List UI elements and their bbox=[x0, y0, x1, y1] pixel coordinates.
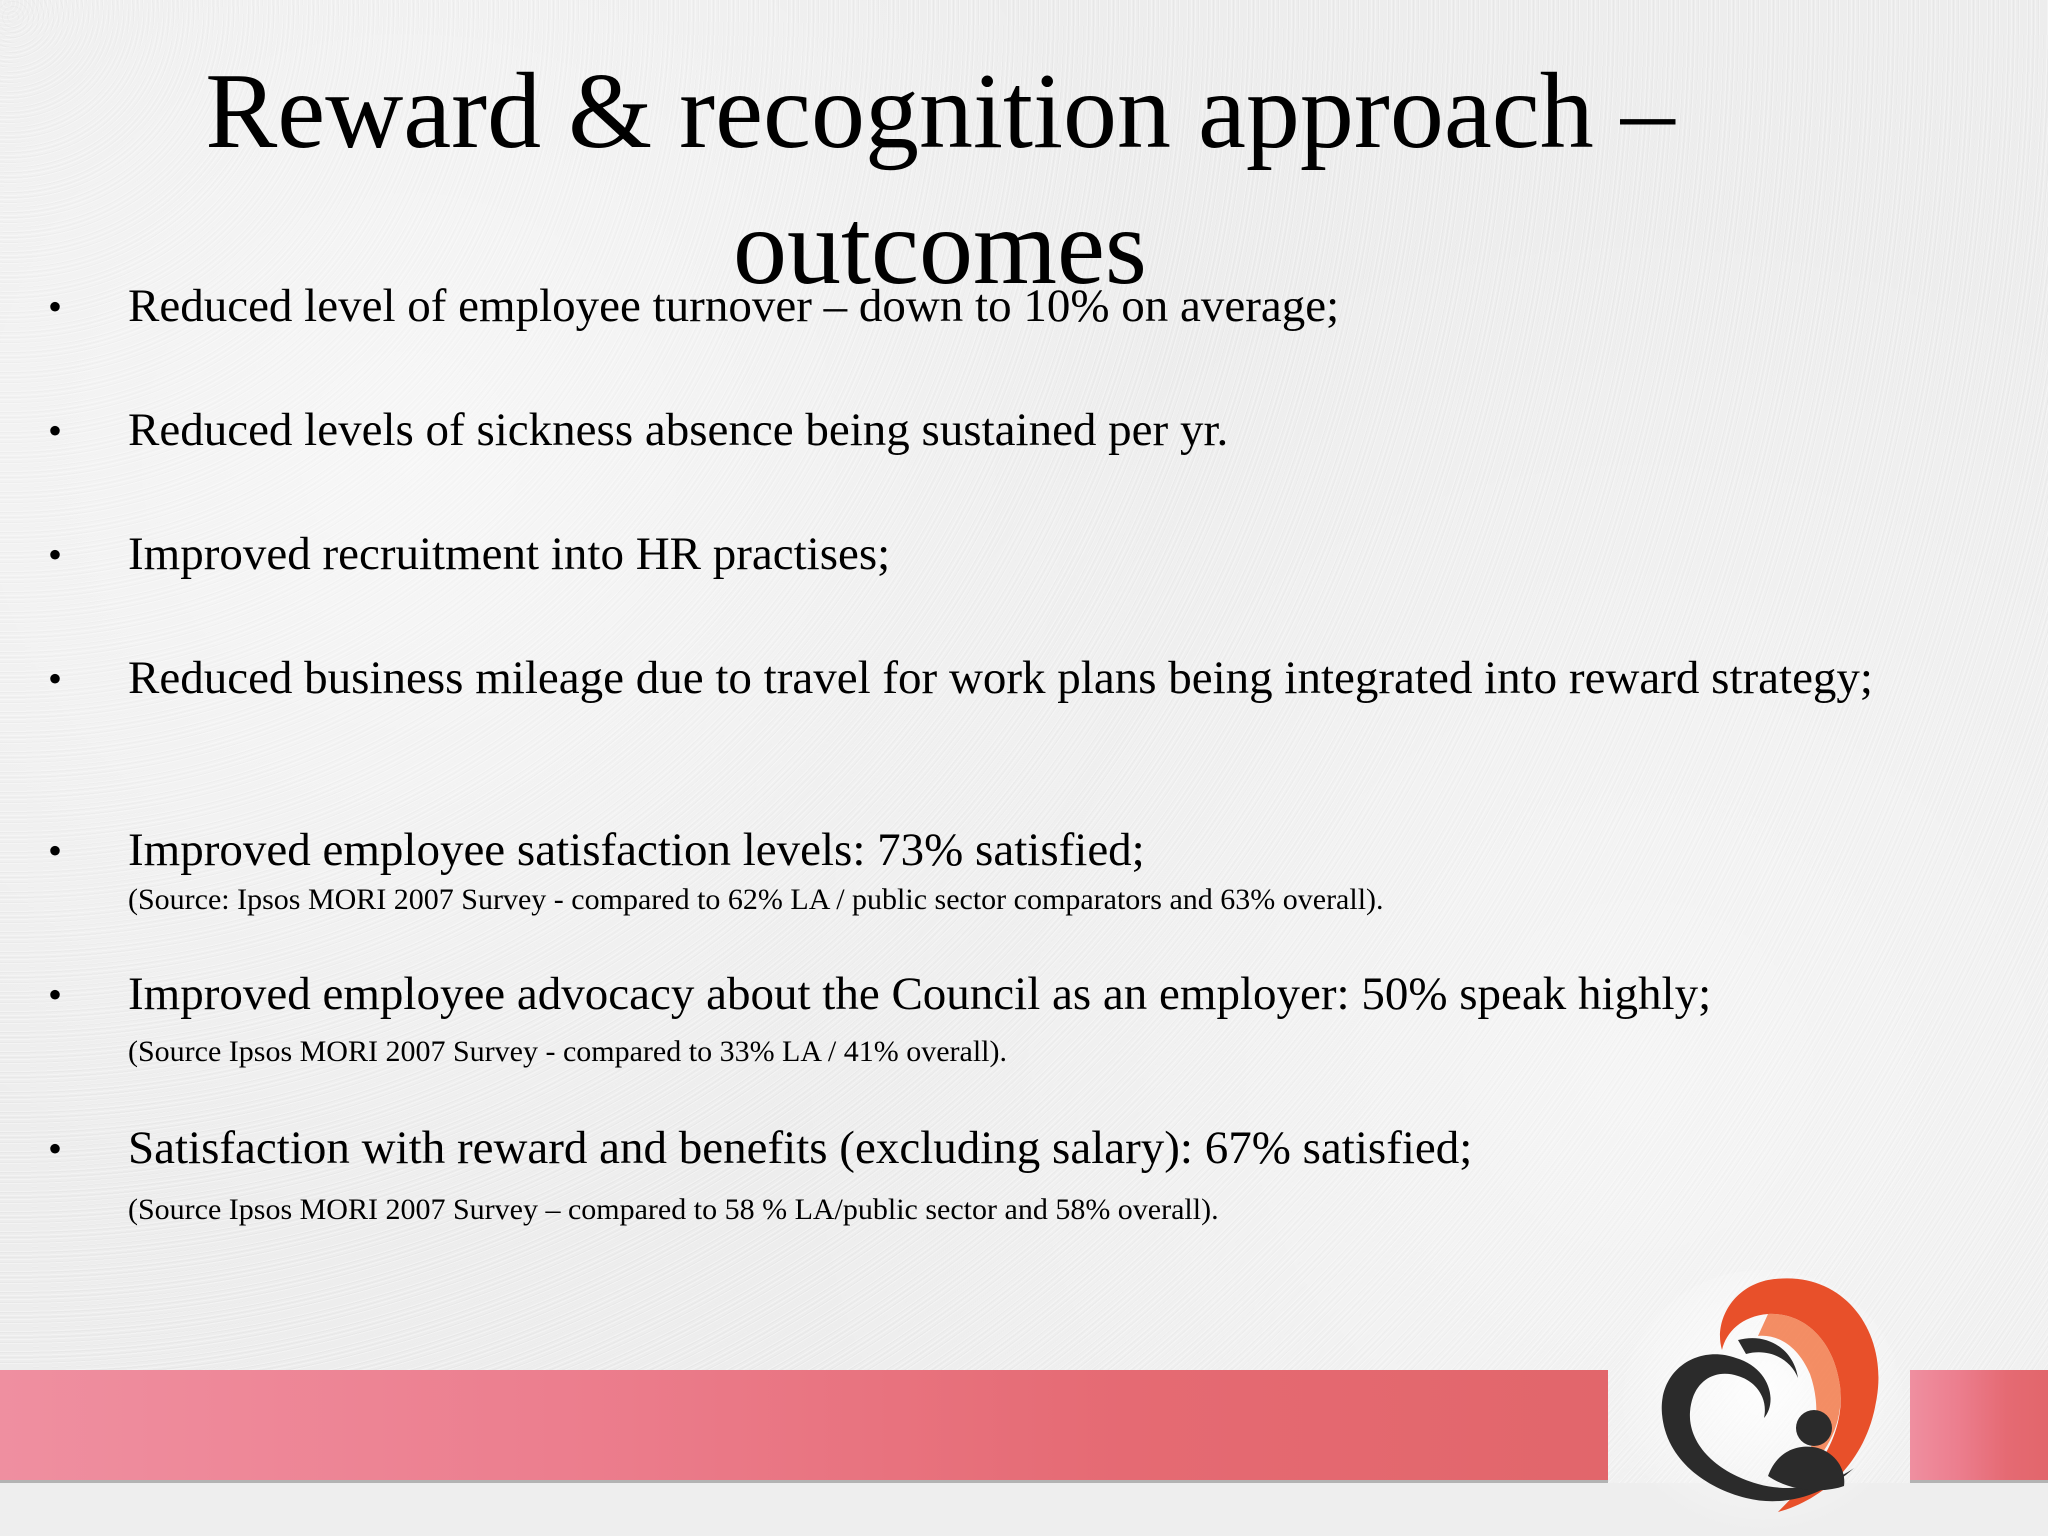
bullet-marker: • bbox=[48, 284, 63, 329]
bullet-text: Improved recruitment into HR practises; bbox=[128, 528, 891, 580]
bullet-text: Reduced business mileage due to travel for work plans being integrated into reward strategy; bbox=[128, 652, 1873, 704]
bullet-source-note: (Source Ipsos MORI 2007 Survey – compared to 58 % LA/public sector and 58% overall). bbox=[128, 1193, 1219, 1226]
bullet-marker: • bbox=[48, 972, 63, 1017]
bullet-text: Improved employee advocacy about the Council as an employer: 50% speak highly; bbox=[128, 968, 1712, 1020]
decorative-band-left bbox=[0, 1370, 1608, 1483]
bullet-text: Reduced level of employee turnover – down to 10% on average; bbox=[128, 280, 1340, 332]
heart-figure-logo-icon bbox=[1618, 1262, 1908, 1536]
slide-title: Reward & recognition approach – outcomes bbox=[205, 52, 1675, 307]
bullet-marker: • bbox=[48, 532, 63, 577]
bullet-marker: • bbox=[48, 828, 63, 873]
bullet-text: Reduced levels of sickness absence being sustained per yr. bbox=[128, 404, 1229, 456]
bullet-marker: • bbox=[48, 1126, 63, 1171]
bullet-marker: • bbox=[48, 656, 63, 701]
decorative-band-right bbox=[1910, 1370, 2048, 1483]
bullet-text: Satisfaction with reward and benefits (excluding salary): 67% satisfied; bbox=[128, 1122, 1473, 1174]
bullet-source-note: (Source: Ipsos MORI 2007 Survey - compared to 62% LA / public sector comparators and 63% overall). bbox=[128, 883, 1384, 916]
bullet-marker: • bbox=[48, 408, 63, 453]
bullet-source-note: (Source Ipsos MORI 2007 Survey - compared to 33% LA / 41% overall). bbox=[128, 1035, 1007, 1068]
bullet-text: Improved employee satisfaction levels: 73% satisfied; bbox=[128, 824, 1145, 876]
